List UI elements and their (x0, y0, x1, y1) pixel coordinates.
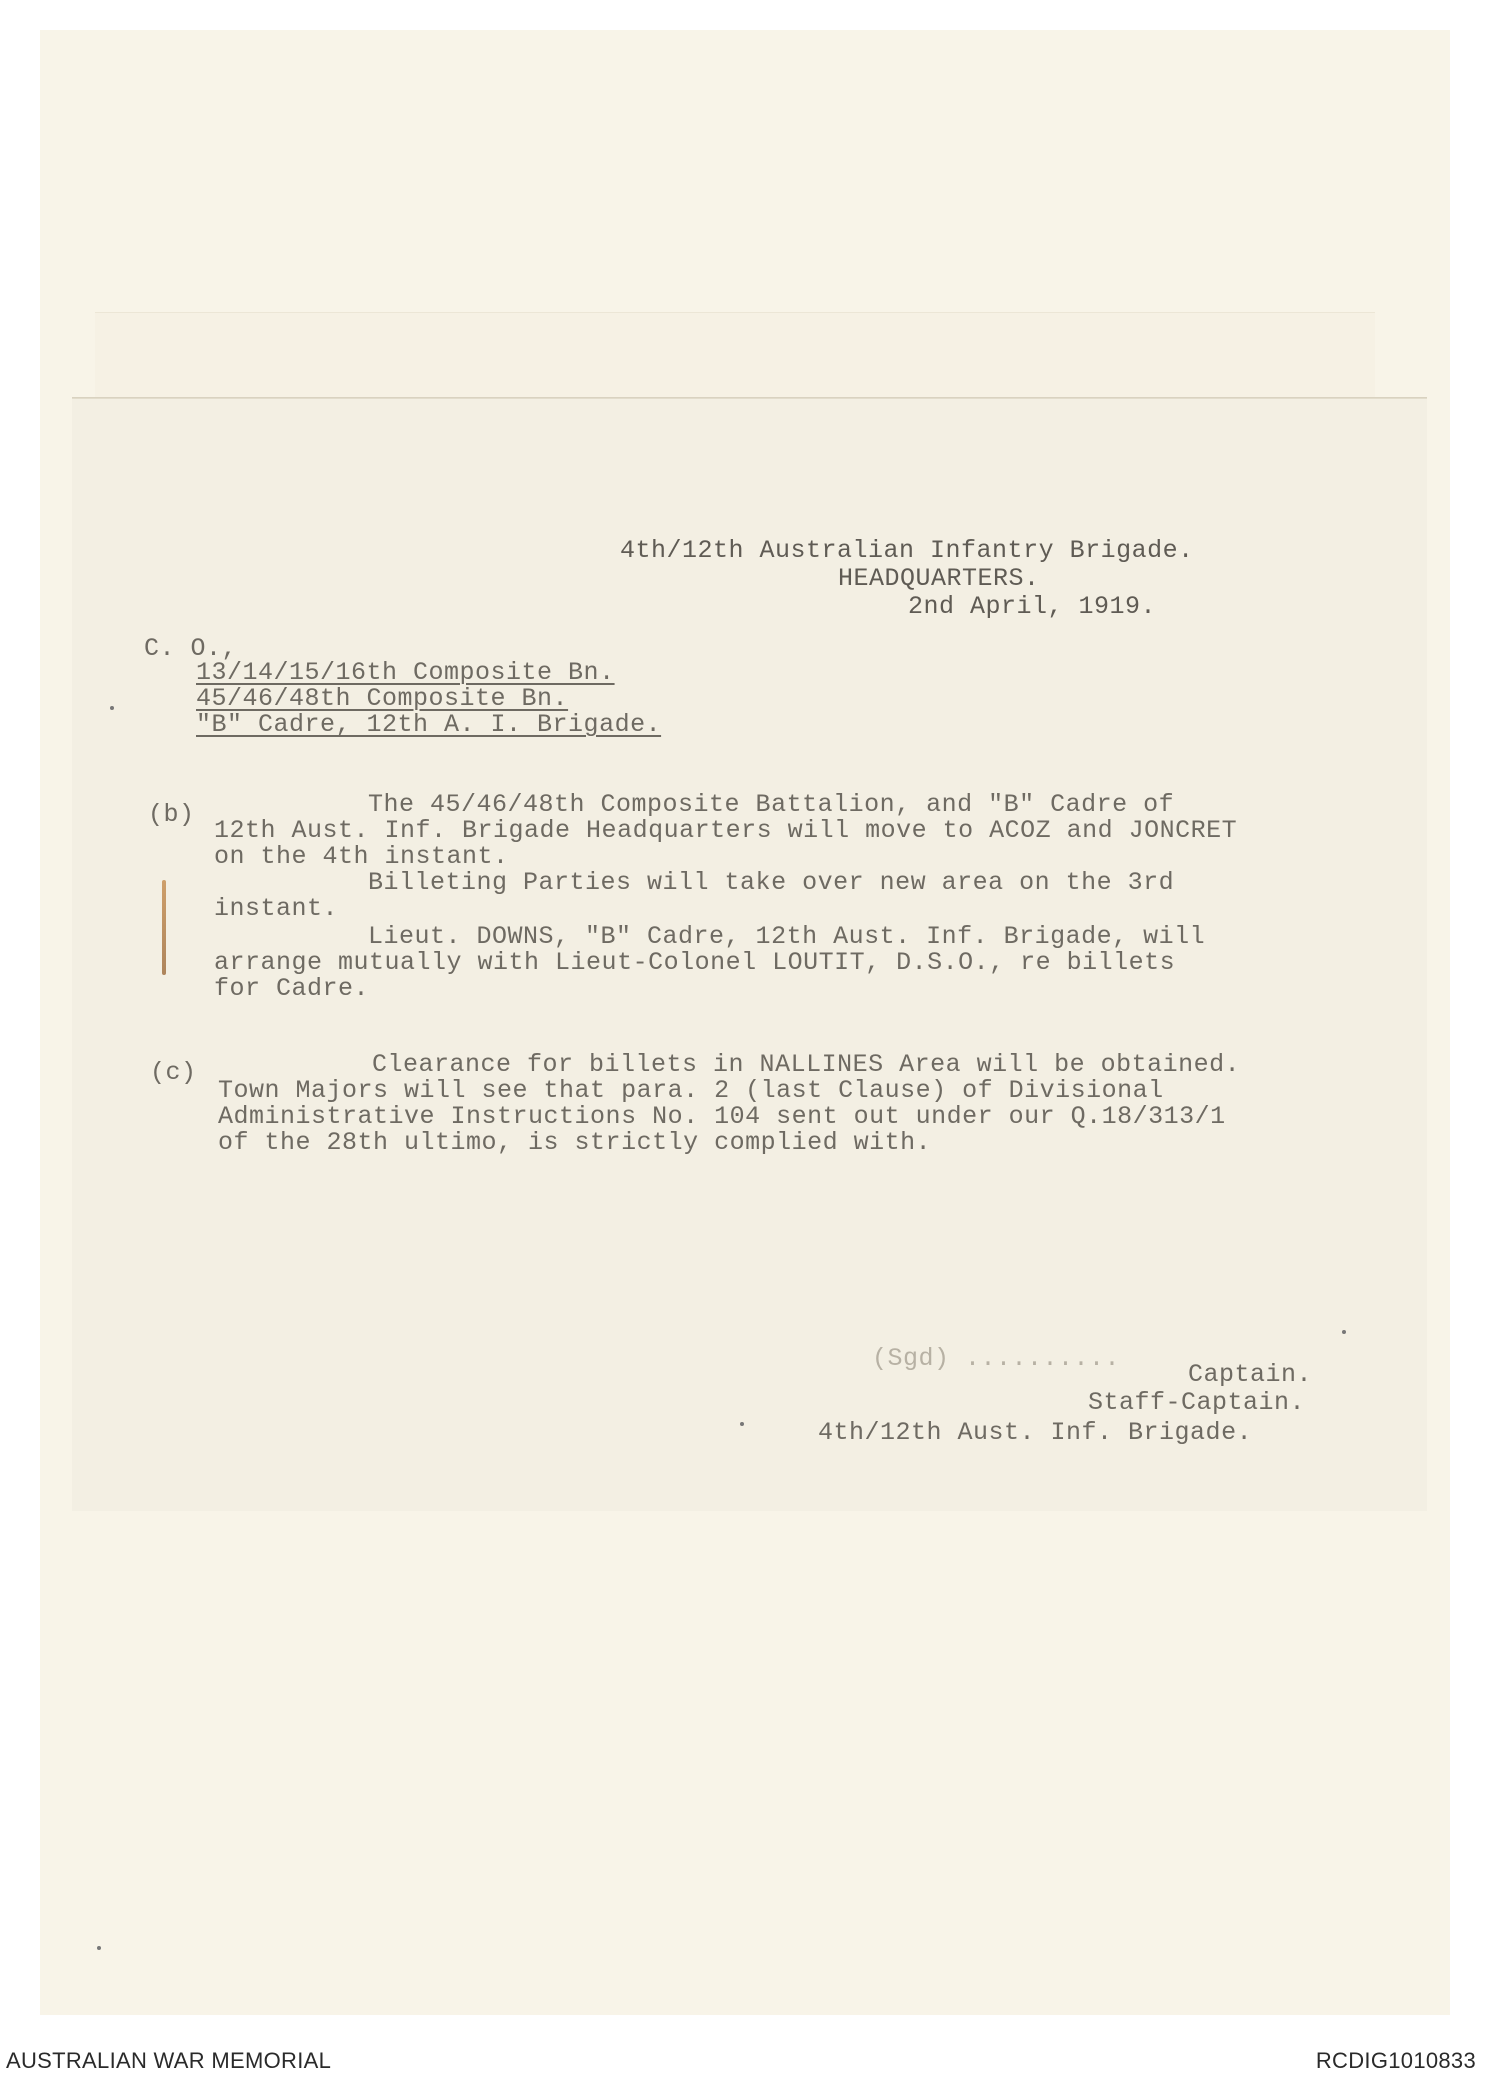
speck (97, 1946, 101, 1950)
para-b-line: instant. (214, 894, 339, 923)
para-c-line: Clearance for billets in NALLINES Area will be obtained. (372, 1050, 1241, 1079)
para-b-line: for Cadre. (214, 974, 370, 1003)
headquarters-heading: HEADQUARTERS. (838, 564, 1040, 593)
para-c-marker: (c) (150, 1058, 197, 1087)
para-c-line: Town Majors will see that para. 2 (last Clause) of Divisional (218, 1076, 1164, 1105)
addressee-co: C. O., (144, 634, 238, 663)
para-c-line: Administrative Instructions No. 104 sent out under our Q.18/313/1 (218, 1102, 1226, 1131)
para-b-line: Billeting Parties will take over new area on the 3rd (368, 868, 1175, 897)
para-b-line: The 45/46/48th Composite Battalion, and "B" Cadre of (368, 790, 1175, 819)
signature-role: Staff-Captain. (1088, 1388, 1306, 1417)
back-sheet (95, 312, 1375, 403)
brigade-heading: 4th/12th Australian Infantry Brigade. (620, 536, 1194, 565)
document-date: 2nd April, 1919. (908, 592, 1157, 621)
para-b-line: arrange mutually with Lieut-Colonel LOUTIT, D.S.O., re billets (214, 948, 1176, 977)
addressee-line-2: 45/46/48th Composite Bn. (196, 684, 569, 713)
speck (740, 1422, 744, 1426)
para-c-line: of the 28th ultimo, is strictly complied with. (218, 1128, 932, 1157)
addressee-line-1: 13/14/15/16th Composite Bn. (196, 658, 615, 687)
footer-record-id: RCDIG1010833 (1315, 2048, 1476, 2073)
speck (110, 706, 114, 710)
footer-source: AUSTRALIAN WAR MEMORIAL (6, 2048, 332, 2073)
margin-pencil-mark (162, 880, 166, 975)
para-b-line: on the 4th instant. (214, 842, 509, 871)
signature-sgd: (Sgd) .......... (872, 1344, 1121, 1373)
para-b-line: 12th Aust. Inf. Brigade Headquarters will move to ACOZ and JONCRET (214, 816, 1238, 845)
speck (1342, 1330, 1346, 1334)
signature-unit: 4th/12th Aust. Inf. Brigade. (818, 1418, 1253, 1447)
signature-rank: Captain. (1188, 1360, 1313, 1389)
addressee-line-3: "B" Cadre, 12th A. I. Brigade. (196, 710, 662, 739)
para-b-marker: (b) (148, 800, 195, 829)
para-b-line: Lieut. DOWNS, "B" Cadre, 12th Aust. Inf. Brigade, will (368, 922, 1206, 951)
